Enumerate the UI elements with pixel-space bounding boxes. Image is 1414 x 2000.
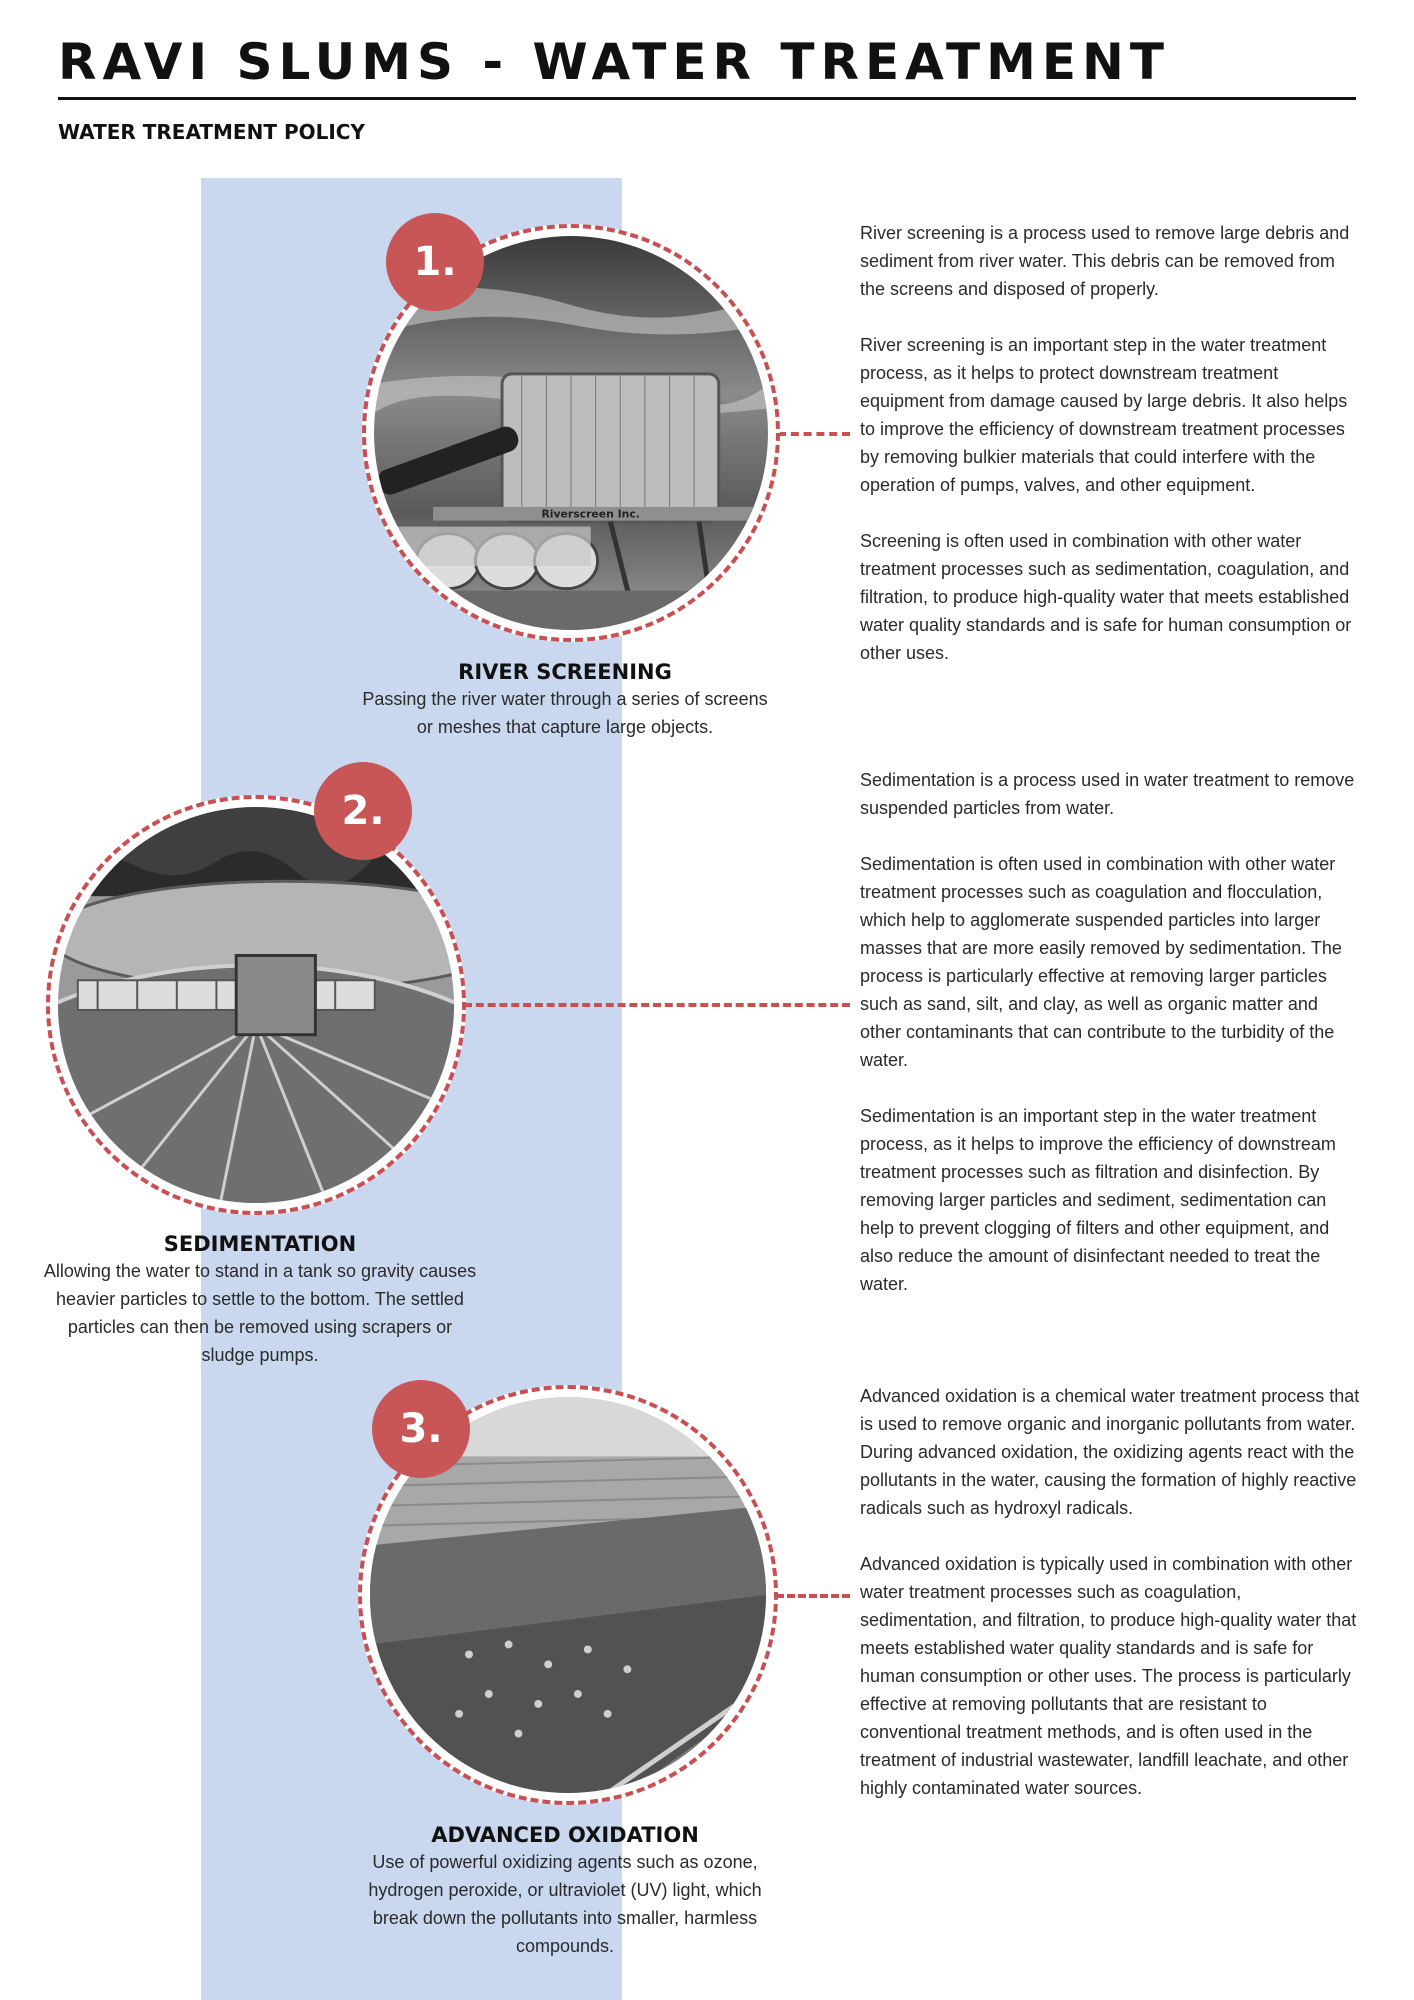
step-1-paragraph: River screening is a process used to remove large debris and sediment from river water. This debris can be removed from the screens and disposed of properly. [860, 223, 1350, 299]
step-1-description [860, 219, 1360, 695]
step-3-number-badge: 3. [372, 1380, 470, 1478]
step-3-title: ADVANCED OXIDATION [431, 1823, 699, 1847]
step-2-connector [464, 1003, 850, 1007]
step-1-connector [778, 432, 850, 436]
page-title: RAVI SLUMS - WATER TREATMENT [58, 33, 1170, 91]
riverscreen-label: Riverscreen Inc. [541, 507, 640, 521]
page-subtitle: WATER TREATMENT POLICY [58, 120, 365, 144]
step-1-paragraph: River screening is an important step in the water treatment process, as it helps to protect downstream treatment equipment from damage caused by large debris. It also helps to improve the efficiency of downstream treatment processes by removing bulkier materials that could interfere with the operation of pumps, valves, and other equipment. [860, 335, 1348, 495]
step-2-paragraph: Sedimentation is often used in combination with other water treatment processes such as coagulation and flocculation, which help to agglomerate suspended particles into larger masses that are more easily removed by sedimentation. The process is particularly effective at removing larger particles such as sand, silt, and clay, as well as organic matter and other contaminants that can contribute to the turbidity of the water. [860, 854, 1342, 1070]
step-2-number-badge: 2. [314, 762, 412, 860]
title-divider [58, 97, 1356, 100]
step-2-description [860, 766, 1360, 1326]
step-1-paragraph: Screening is often used in combination with other water treatment processes such as sedimentation, coagulation, and filtration, to produce high-quality water that meets established water quality standards and is safe for human consumption or other uses. [860, 531, 1352, 663]
sedimentation-photo [58, 807, 454, 1203]
step-2-paragraph: Sedimentation is an important step in the water treatment process, as it helps to improve the efficiency of downstream treatment processes such as filtration and disinfection. By removing larger particles and sediment, sedimentation can help to prevent clogging of filters and other equipment, and also reduce the amount of disinfectant needed to treat the water. [860, 1106, 1336, 1294]
step-1-caption: Passing the river water through a series of screens or meshes that capture large objects. [362, 689, 768, 737]
step-2-paragraph: Sedimentation is a process used in water treatment to remove suspended particles from water. [860, 770, 1355, 818]
step-3-paragraph: Advanced oxidation is a chemical water treatment process that is used to remove organic and inorganic pollutants from water. During advanced oxidation, the oxidizing agents react with the pollutants in the water, causing the formation of highly reactive radicals such as hydroxyl radicals. [860, 1386, 1360, 1518]
step-3-paragraph: Advanced oxidation is typically used in combination with other water treatment processes such as coagulation, sedimentation, and filtration, to produce high-quality water that meets established water quality standards and is safe for human consumption or other uses. The process is particularly effective at removing pollutants that are resistant to conventional treatment methods, and is often used in the treatment of industrial wastewater, landfill leachate, and other highly contaminated water sources. [860, 1554, 1357, 1798]
step-2-title: SEDIMENTATION [163, 1232, 357, 1256]
step-3-caption: Use of powerful oxidizing agents such as ozone, hydrogen peroxide, or ultraviolet (UV) light, which break down the pollutants into smaller, harmless compounds. [368, 1852, 762, 1956]
step-1-title: RIVER SCREENING [458, 660, 672, 684]
step-3-description [860, 1382, 1360, 1830]
step-1-number-badge: 1. [386, 213, 484, 311]
step-2-image-frame [46, 795, 466, 1215]
step-3-connector [776, 1594, 850, 1598]
step-2-caption: Allowing the water to stand in a tank so gravity causes heavier particles to settle to the bottom. The settled particles can then be removed using scrapers or sludge pumps. [43, 1261, 477, 1365]
